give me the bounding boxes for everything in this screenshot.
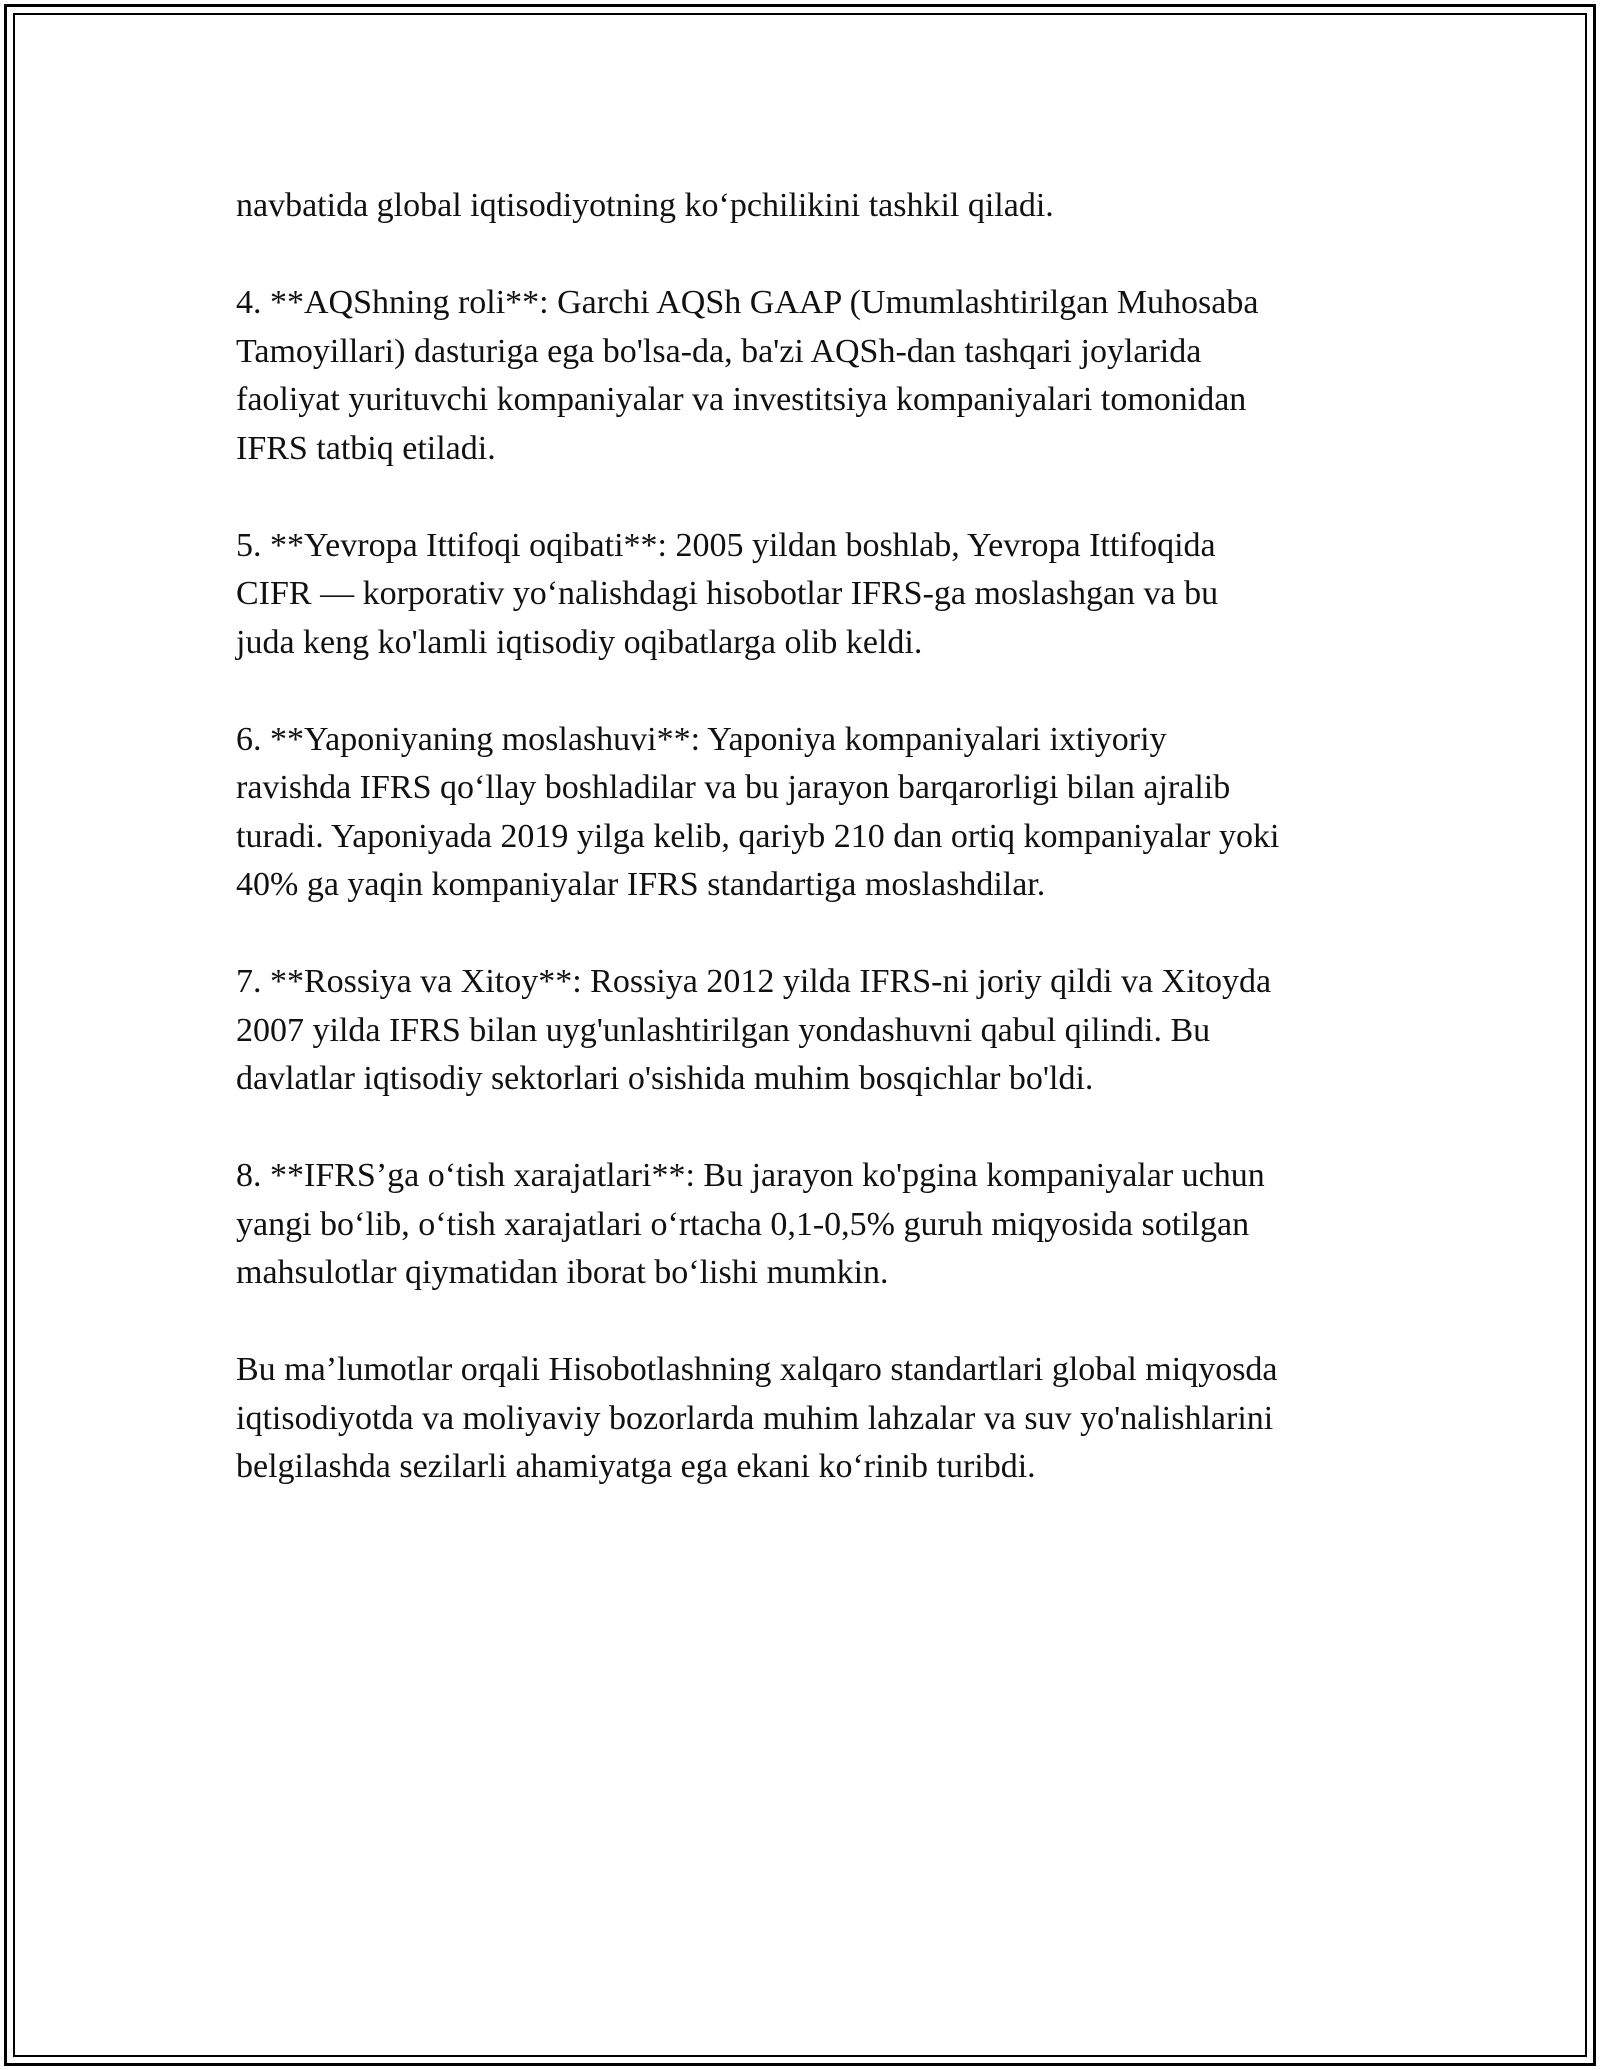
paragraph-japan-adoption	[236, 716, 1386, 910]
text-line: 4. **AQShning roli**: Garchi AQSh GAAP (Umumlashtirilgan Muhosaba	[236, 284, 1259, 321]
paragraph-usa-role	[236, 279, 1386, 473]
text-line: 40% ga yaqin kompaniyalar IFRS standartiga moslashdilar.	[236, 866, 1046, 903]
text-line: faoliyat yurituvchi kompaniyalar va investitsiya kompaniyalari tomonidan	[236, 381, 1247, 418]
text-line: juda keng ko'lamli iqtisodiy oqibatlarga olib keldi.	[236, 623, 923, 661]
paragraph-conclusion	[236, 1346, 1386, 1492]
text-line: yangi bo‘lib, o‘tish xarajatlari o‘rtacha 0,1-0,5% guruh miqyosida sotilgan	[236, 1205, 1250, 1243]
text-line: iqtisodiyotda va moliyaviy bozorlarda muhim lahzalar va suv yo'nalishlarini	[236, 1399, 1274, 1437]
text-line: 7. **Rossiya va Xitoy**: Rossiya 2012 yilda IFRS-ni joriy qildi va Xitoyda	[236, 963, 1272, 1000]
text-line: 8. **IFRS’ga o‘tish xarajatlari**: Bu jarayon ko'pgina kompaniyalar uchun	[236, 1157, 1265, 1194]
document-body	[236, 182, 1386, 1540]
text-line: navbatida global iqtisodiyotning ko‘pchilikini tashkil qiladi.	[236, 187, 1054, 224]
text-line: 6. **Yaponiyaning moslashuvi**: Yaponiya kompaniyalari ixtiyoriy	[236, 720, 1167, 758]
text-line: davlatlar iqtisodiy sektorlari o'sishida muhim bosqichlar bo'ldi.	[236, 1060, 1094, 1097]
paragraph-eu-impact	[236, 522, 1386, 668]
text-line: 2007 yilda IFRS bilan uyg'unlashtirilgan yondashuvni qabul qilindi. Bu	[236, 1011, 1211, 1049]
text-line: mahsulotlar qiymatidan iborat bo‘lishi mumkin.	[236, 1254, 889, 1291]
text-line: Tamoyillari) dasturiga ega bo'lsa-da, ba'zi AQSh-dan tashqari joylarida	[236, 332, 1202, 370]
paragraph-russia-china	[236, 958, 1386, 1104]
paragraph-transition-costs	[236, 1152, 1386, 1298]
text-line: belgilashda sezilarli ahamiyatga ega ekani ko‘rinib turibdi.	[236, 1448, 1036, 1485]
text-line: ravishda IFRS qo‘llay boshladilar va bu jarayon barqarorligi bilan ajralib	[236, 769, 1231, 806]
paragraph-intro-continuation	[236, 182, 1386, 231]
text-line: turadi. Yaponiyada 2019 yilga kelib, qariyb 210 dan ortiq kompaniyalar yoki	[236, 817, 1280, 855]
text-line: IFRS tatbiq etiladi.	[236, 429, 496, 467]
text-line: CIFR — korporativ yo‘nalishdagi hisobotlar IFRS-ga moslashgan va bu	[236, 575, 1219, 612]
text-line: 5. **Yevropa Ittifoqi oqibati**: 2005 yildan boshlab, Yevropa Ittifoqida	[236, 526, 1216, 564]
text-line: Bu ma’lumotlar orqali Hisobotlashning xalqaro standartlari global miqyosda	[236, 1351, 1278, 1388]
